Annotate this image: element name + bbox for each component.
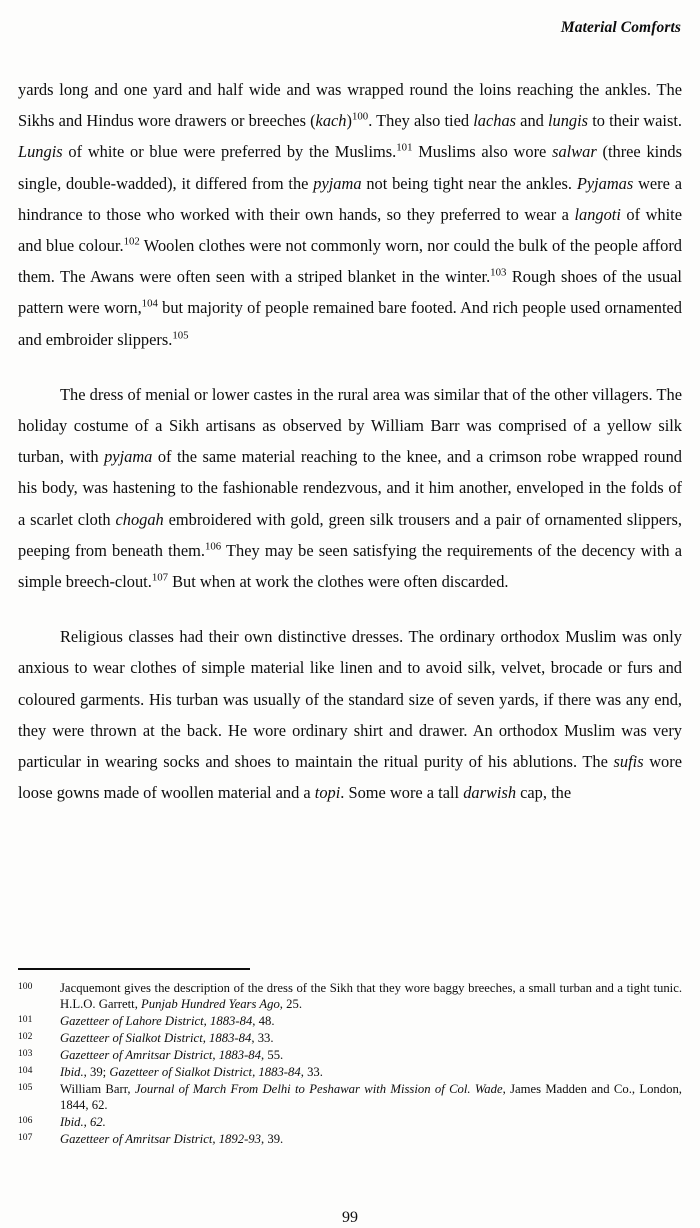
footnote-number: 100 xyxy=(18,981,33,992)
footnote-text xyxy=(60,1064,682,1080)
footnote-text xyxy=(60,1114,682,1130)
text-run: wore loose gowns made of woollen material and a xyxy=(18,752,682,803)
italic-term: Journal of March From Delhi to Peshawar with Mission of Col. Wade xyxy=(134,1081,503,1096)
italic-term: darwish xyxy=(463,783,517,803)
text-run: . Some wore a tall xyxy=(340,783,464,803)
text-run: , 39; xyxy=(83,1065,110,1080)
footnote-number: 106 xyxy=(18,1115,33,1127)
text-run: embroidered with gold, green silk trousers and a pair of ornamented slippers, peeping from beneath them. xyxy=(18,509,682,560)
text-run: ) xyxy=(346,111,352,131)
footnote-text xyxy=(60,1030,682,1046)
text-run: But when at work the clothes were often discarded. xyxy=(168,572,509,592)
text-run: of white or blue were preferred by the Muslims. xyxy=(62,142,397,162)
footnote-105 xyxy=(18,1081,682,1114)
text-run: , 33. xyxy=(300,1065,323,1080)
italic-term: lachas xyxy=(473,111,517,131)
italic-term: Ibid., 62. xyxy=(60,1115,106,1130)
italic-term: pyjama xyxy=(313,173,362,193)
footnote-reference-106: 106 xyxy=(204,540,222,553)
italic-term: Punjab Hundred Years Ago xyxy=(141,997,280,1012)
text-run: They may be seen satisfying the requirements of the decency with a simple breech-clout. xyxy=(18,540,682,592)
footnote-text xyxy=(60,1081,682,1114)
footnote-100 xyxy=(18,980,682,1013)
text-run: , James Madden and Co., London, 1844, 62. xyxy=(60,1081,682,1113)
italic-term: sufis xyxy=(613,752,644,772)
text-run: Religious classes had their own distinctive dresses. The ordinary orthodox Muslim was only anxious to wear clothes of simple material like linen and to avoid silk, velvet, brocade or furs and coloured garments. His turban was usually of the standard size of seven yards, if there was any end, they were thrown at the back. He wore ordinary shirt and drawer. An orthodox Muslim was very particular in wearing socks and shoes to maintain the ritual purity of his ablutions. The xyxy=(18,627,682,772)
footnote-102 xyxy=(18,1030,682,1046)
text-run: to their waist. xyxy=(588,111,682,131)
paragraph-1 xyxy=(18,74,682,355)
italic-term: Lungis xyxy=(18,142,63,162)
text-run: , 33. xyxy=(251,1031,274,1046)
paragraph-3 xyxy=(18,621,682,808)
italic-term: Gazetteer of Amritsar District, 1883-84 xyxy=(60,1048,261,1063)
italic-term: topi xyxy=(314,783,341,803)
footnote-reference-105: 105 xyxy=(172,329,189,342)
text-run: not being tight near the ankles. xyxy=(361,173,577,193)
footnote-reference-104: 104 xyxy=(141,297,158,310)
text-run: William Barr, xyxy=(60,1081,135,1096)
text-run: and xyxy=(516,111,548,131)
text-run: Jacquemont gives the description of the dress of the Sikh that they wore baggy breeches, a small turban and a tight tunic. H.L.O. Garrett, xyxy=(60,981,682,1012)
footnote-number: 103 xyxy=(18,1048,33,1060)
footnote-text xyxy=(60,1047,682,1063)
italic-term: Gazetteer of Lahore District, 1883-84 xyxy=(60,1014,253,1029)
footnote-text xyxy=(60,1131,682,1147)
text-run: , 55. xyxy=(261,1048,284,1063)
footnote-text xyxy=(60,980,682,1013)
italic-term: pyjama xyxy=(104,447,153,467)
footnote-reference-100: 100 xyxy=(351,110,369,123)
text-run: Rough shoes of the usual pattern were worn, xyxy=(18,267,682,318)
paragraph-2 xyxy=(18,379,682,597)
footnote-number: 102 xyxy=(18,1031,33,1043)
italic-term: chogah xyxy=(115,509,164,529)
footnote-reference-107: 107 xyxy=(151,571,169,584)
text-run: . They also tied xyxy=(368,111,474,131)
footnote-area xyxy=(18,968,682,1148)
footnote-104 xyxy=(18,1064,682,1080)
italic-term: langoti xyxy=(574,204,621,224)
text-run: , 39. xyxy=(261,1132,284,1147)
footnote-list xyxy=(18,980,682,1148)
text-run: (three kinds single, double-wadded), it differed from the xyxy=(18,142,682,193)
text-run: of the same material reaching to the knee, and a crimson robe wrapped round his body, was hastening to the fashionable rendezvous, and it him another, enveloped in the folds of a scarlet cloth xyxy=(18,447,682,529)
footnote-number: 101 xyxy=(18,1014,33,1026)
italic-term: kach xyxy=(315,111,347,131)
text-run: yards long and one yard and half wide and was wrapped round the loins reaching the ankles. The Sikhs and Hindus wore drawers or breeches ( xyxy=(18,80,682,131)
footnote-reference-102: 102 xyxy=(123,235,140,248)
footnote-number: 107 xyxy=(18,1132,33,1144)
text-run: , 25. xyxy=(279,997,302,1012)
footnote-101 xyxy=(18,1013,682,1029)
text-run: , 48. xyxy=(252,1014,275,1029)
footnote-107 xyxy=(18,1131,682,1147)
footnote-separator-rule xyxy=(18,968,250,970)
italic-term: Ibid. xyxy=(60,1065,84,1080)
text-run: of white and blue colour. xyxy=(18,204,683,256)
text-run: but majority of people remained bare footed. And rich people used ornamented and embroider slippers. xyxy=(18,298,682,349)
text-run: The dress of menial or lower castes in the rural area was similar that of the other villagers. The holiday costume of a Sikh artisans as observed by William Barr was comprised of a yellow silk turban, with xyxy=(18,384,682,467)
footnote-number: 104 xyxy=(18,1065,33,1077)
footnote-number: 105 xyxy=(18,1081,33,1093)
body-text-area xyxy=(18,74,682,808)
italic-term: Gazetteer of Sialkot District, 1883-84 xyxy=(109,1065,301,1080)
italic-term: Gazetteer of Amritsar District, 1892-93 xyxy=(60,1132,261,1147)
footnote-text xyxy=(60,1013,682,1029)
page-number: 99 xyxy=(342,1209,358,1226)
footnote-106 xyxy=(18,1114,682,1130)
text-run: Muslims also wore xyxy=(412,142,553,162)
italic-term: Pyjamas xyxy=(576,173,634,193)
text-run: were a hindrance to those who worked with their own hands, so they preferred to wear a xyxy=(18,173,683,224)
text-run: Woolen clothes were not commonly worn, nor could the bulk of the people afford them. The Awans were often seen with a striped blanket in the winter. xyxy=(18,236,682,287)
footnote-103 xyxy=(18,1047,682,1063)
footnote-reference-101: 101 xyxy=(396,141,413,154)
italic-term: Gazetteer of Sialkot District, 1883-84 xyxy=(60,1031,252,1046)
text-run: cap, the xyxy=(516,783,572,803)
footnote-reference-103: 103 xyxy=(490,266,507,279)
italic-term: lungis xyxy=(547,111,589,131)
running-head: Material Comforts xyxy=(560,19,681,36)
italic-term: salwar xyxy=(552,142,597,162)
